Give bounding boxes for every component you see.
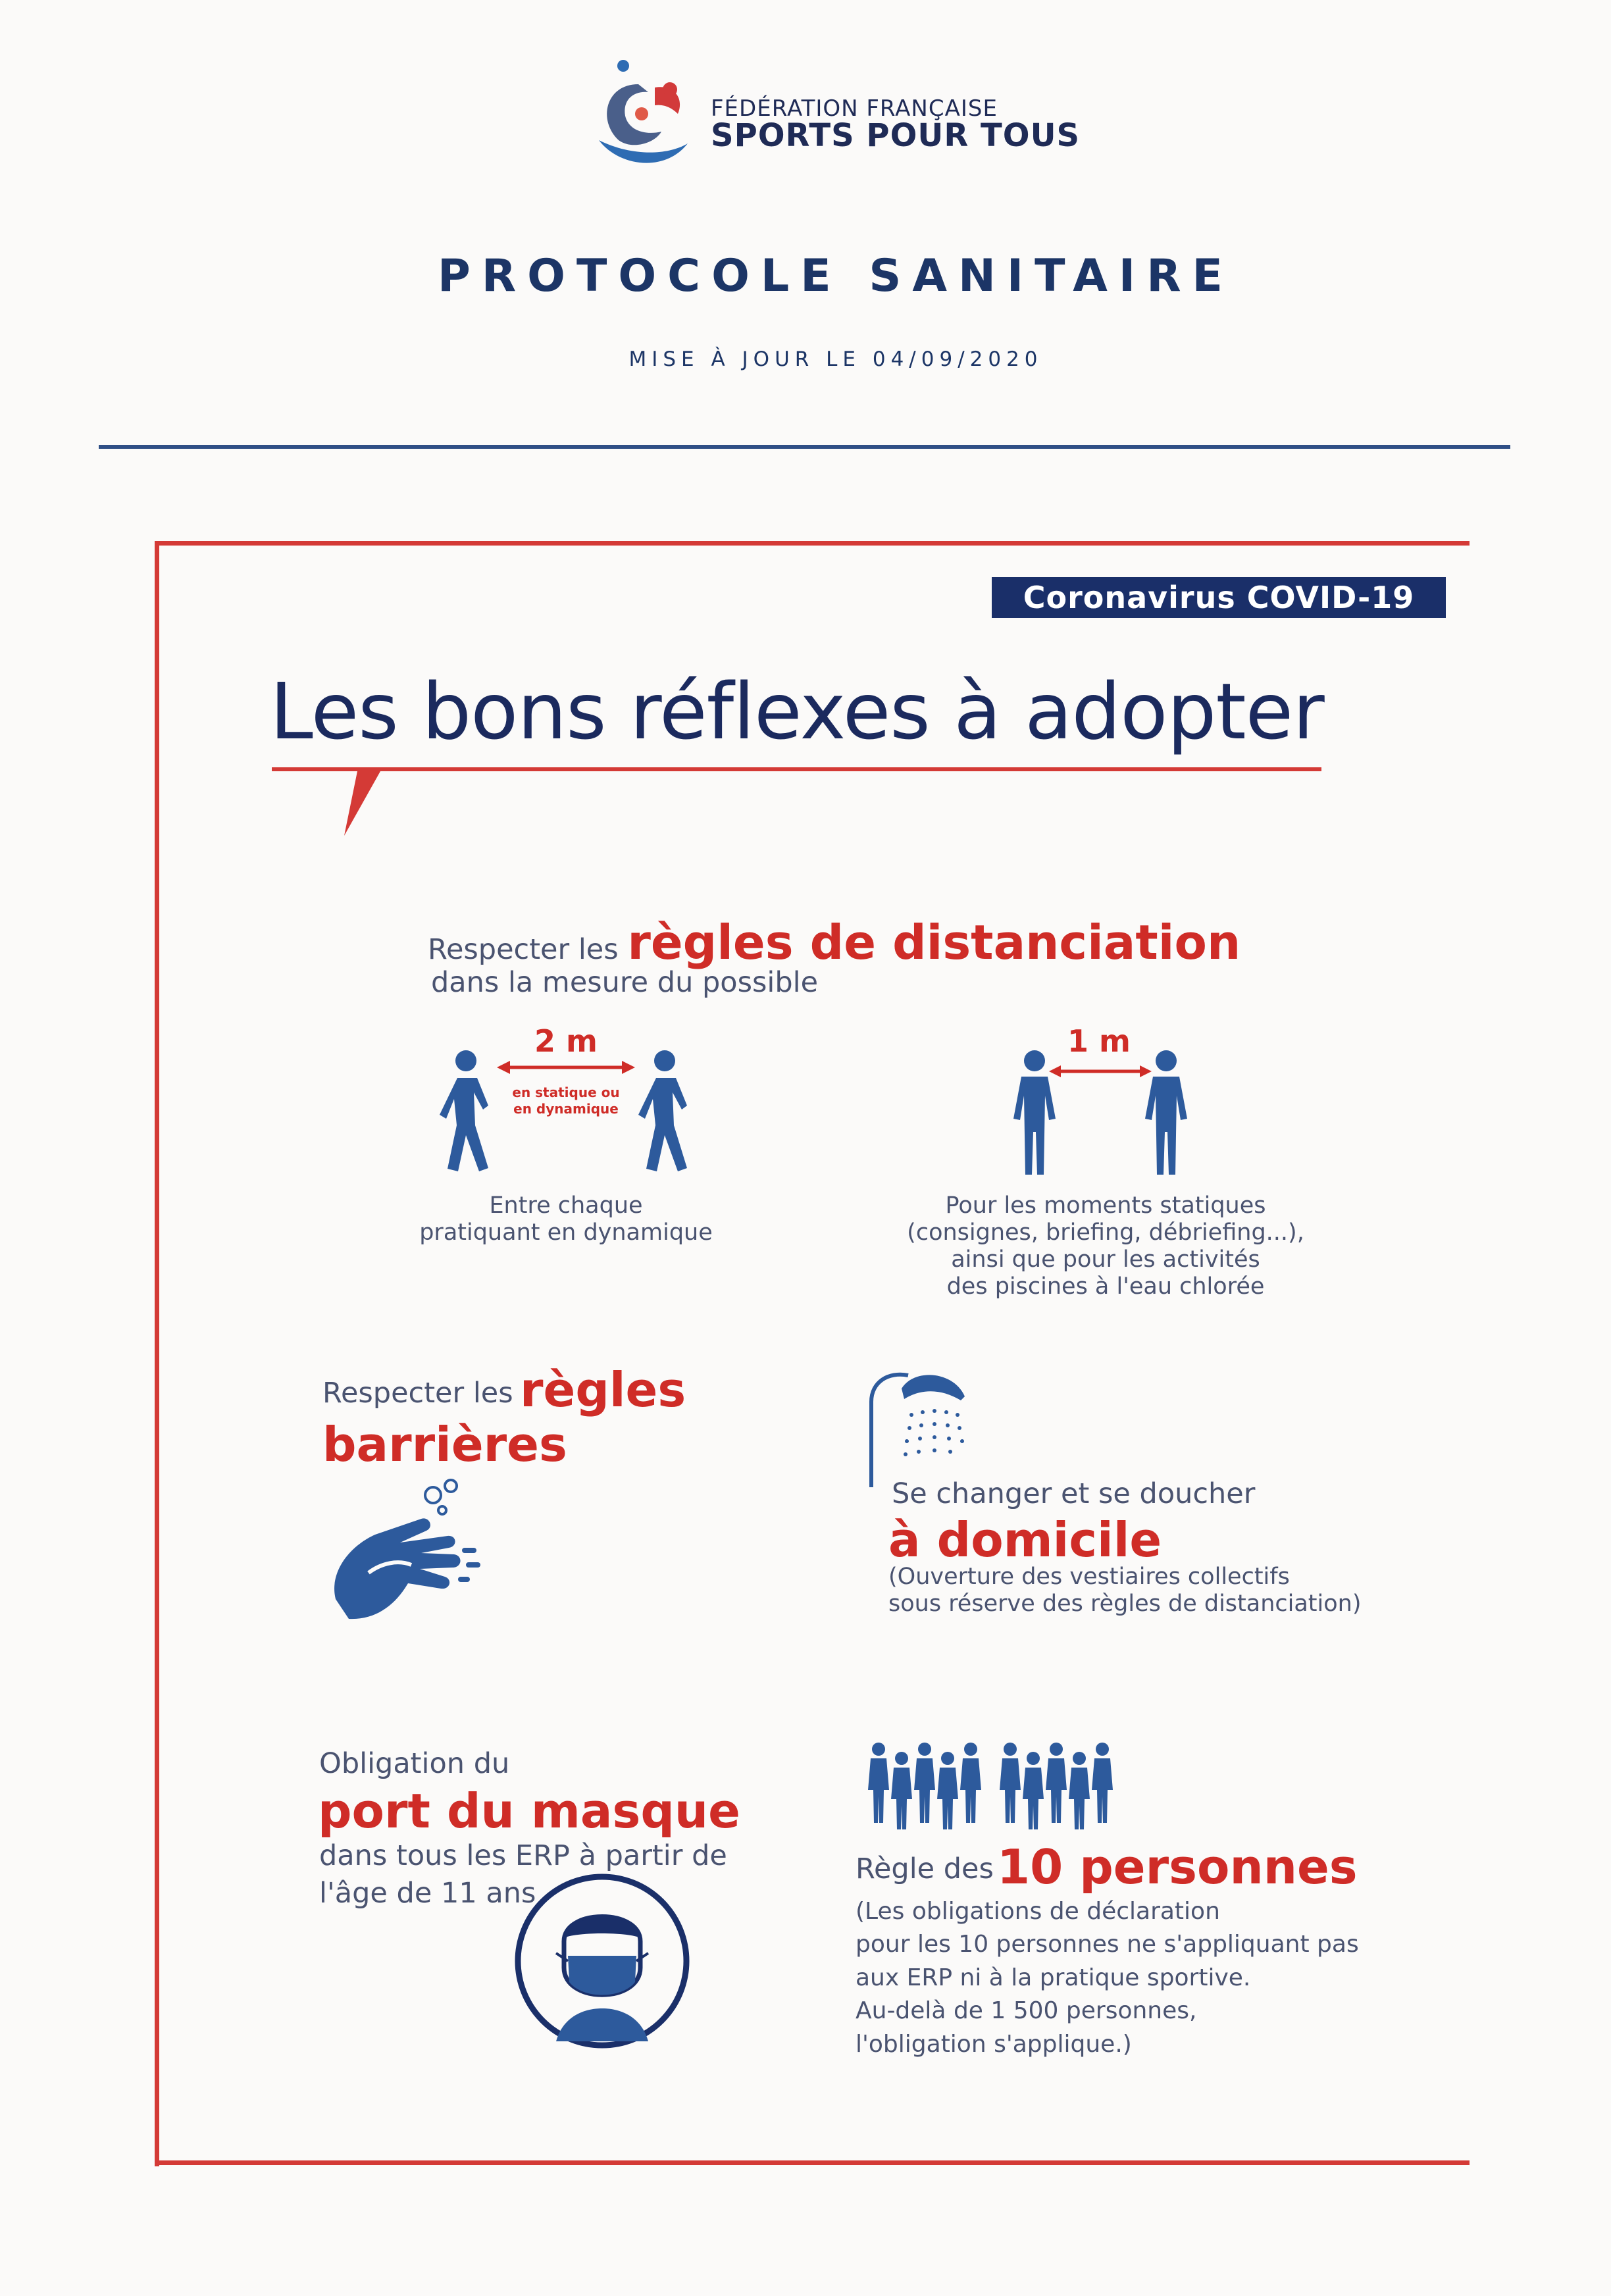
ten-people-note-line: (Les obligations de déclaration bbox=[856, 1898, 1220, 1925]
distance-1m-label: 1 m bbox=[1067, 1027, 1131, 1059]
shower-icon bbox=[862, 1362, 974, 1487]
shower-note bbox=[888, 1564, 1362, 1618]
hand-washing-icon bbox=[322, 1474, 494, 1632]
mask-title: port du masque bbox=[318, 1783, 740, 1839]
ten-people-note-line: pour les 10 personnes ne s'appliquant pas bbox=[856, 1931, 1359, 1958]
ten-people-note bbox=[856, 1895, 1359, 2061]
org-name-line1: FÉDÉRATION FRANÇAISE bbox=[711, 95, 998, 122]
mask-note-line: dans tous les ERP à partir de bbox=[319, 1839, 727, 1872]
poster-border-top bbox=[155, 541, 1470, 546]
ten-people-note-line: aux ERP ni à la pratique sportive. bbox=[856, 1964, 1251, 1991]
walking-people-2m-icon bbox=[428, 1027, 704, 1185]
distance-2m-label: 2 m bbox=[534, 1027, 598, 1059]
poster-border-bottom bbox=[155, 2160, 1470, 2165]
covid-tag: Coronavirus COVID-19 bbox=[992, 577, 1446, 618]
caption-static-line: (consignes, briefing, débriefing...), bbox=[907, 1219, 1304, 1246]
caption-static-line: des piscines à l'eau chlorée bbox=[946, 1273, 1265, 1300]
caption-static-line: ainsi que pour les activités bbox=[951, 1246, 1260, 1273]
barriers-lead: Respecter les bbox=[322, 1377, 513, 1410]
barriers-title-line2: barrières bbox=[322, 1417, 567, 1472]
caption-dynamic-line: pratiquant en dynamique bbox=[419, 1219, 713, 1246]
shower-note-line: sous réserve des règles de distanciation) bbox=[888, 1590, 1362, 1617]
org-name-line2: SPORTS POUR TOUS bbox=[711, 117, 1081, 154]
distancing-lead: Respecter les bbox=[428, 933, 628, 966]
ten-people-note-line: l'obligation s'applique.) bbox=[856, 2030, 1132, 2058]
mask-lead: Obligation du bbox=[319, 1747, 510, 1780]
shower-note-line: (Ouverture des vestiaires collectifs bbox=[888, 1564, 1290, 1590]
speech-bubble-underline bbox=[268, 762, 1321, 841]
shower-title: à domicile bbox=[888, 1512, 1162, 1568]
badge-line2: en dynamique bbox=[513, 1101, 619, 1117]
barriers-title-line1: règles bbox=[520, 1362, 686, 1417]
caption-dynamic bbox=[382, 1192, 750, 1246]
distancing-subtitle: dans la mesure du possible bbox=[431, 966, 819, 999]
ten-people-title: 10 personnes bbox=[997, 1839, 1358, 1895]
poster-headline: Les bons réflexes à adopter bbox=[270, 666, 1324, 757]
poster-border-left bbox=[155, 541, 159, 2166]
ten-people-note-line: Au-delà de 1 500 personnes, bbox=[856, 1997, 1197, 2025]
distancing-heading bbox=[428, 915, 1240, 970]
mask-note-line: l'âge de 11 ans bbox=[319, 1876, 536, 1910]
caption-static-line: Pour les moments statiques bbox=[945, 1192, 1266, 1219]
caption-dynamic-line: Entre chaque bbox=[489, 1192, 643, 1219]
page-title: PROTOCOLE SANITAIRE bbox=[437, 250, 1235, 302]
federation-logo-icon bbox=[592, 58, 711, 183]
caption-static bbox=[842, 1192, 1369, 1300]
shower-lead: Se changer et se doucher bbox=[892, 1477, 1256, 1510]
header-divider bbox=[99, 445, 1510, 449]
update-date: MISE À JOUR LE 04/09/2020 bbox=[628, 347, 1043, 371]
badge-line1: en statique ou bbox=[512, 1084, 620, 1100]
crowd-10-people-icon bbox=[859, 1737, 1135, 1829]
standing-people-1m-icon bbox=[994, 1027, 1211, 1185]
distancing-title: règles de distanciation bbox=[627, 915, 1241, 970]
ten-people-lead: Règle des bbox=[856, 1852, 994, 1885]
face-mask-icon bbox=[510, 1869, 694, 2053]
